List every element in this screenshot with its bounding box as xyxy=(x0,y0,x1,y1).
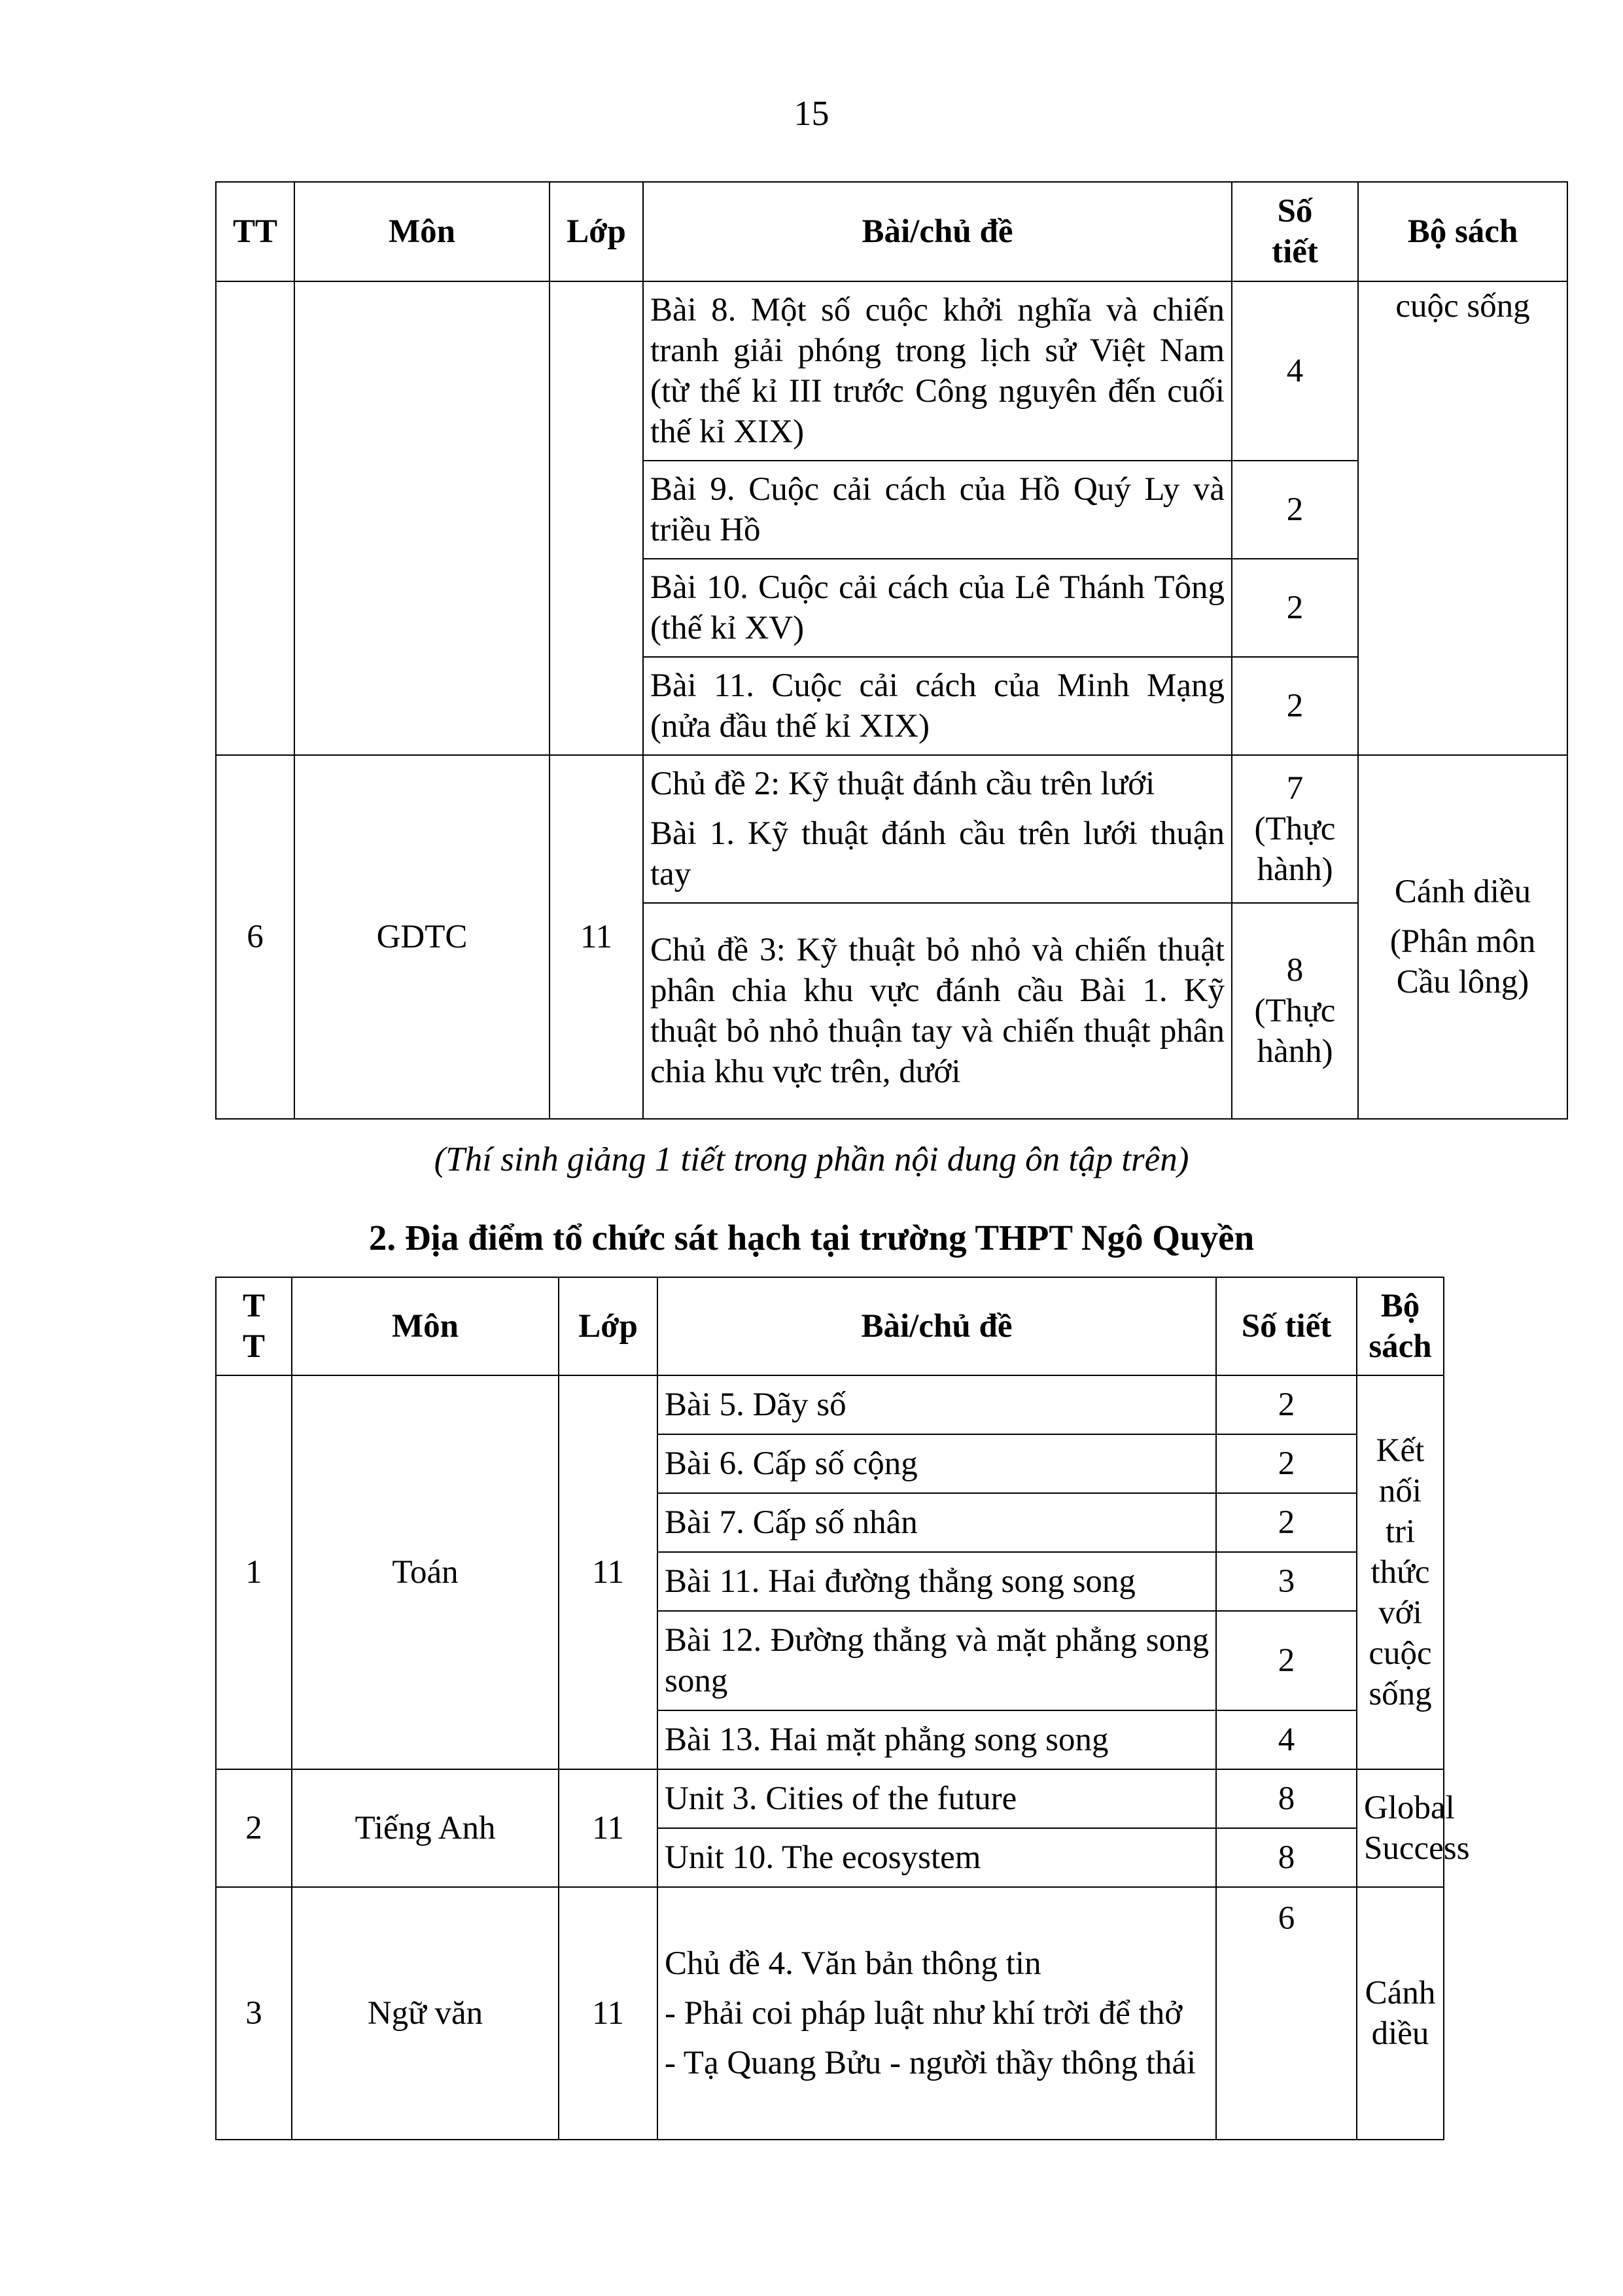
cell-mon: Toán xyxy=(292,1375,559,1769)
cell-tiet: 3 xyxy=(1216,1552,1357,1611)
cell-tiet: 2 xyxy=(1216,1493,1357,1552)
cell-bai: Bài 10. Cuộc cải cách của Lê Thánh Tông (thế kỉ XV) xyxy=(643,559,1232,657)
cell-mon xyxy=(294,281,550,755)
cell-mon: GDTC xyxy=(294,755,550,1119)
cell-tiet: 6 xyxy=(1216,1887,1357,2140)
cell-bai: Unit 10. The ecosystem xyxy=(657,1828,1216,1887)
cell-bai: Bài 9. Cuộc cải cách của Hồ Quý Ly và triều Hồ xyxy=(643,461,1232,559)
tiet-note: (Thực hành) xyxy=(1254,993,1336,1070)
tiet-note: (Thực hành) xyxy=(1254,811,1336,888)
header-bai: Bài/chủ đề xyxy=(643,182,1232,281)
table-row xyxy=(216,281,1567,461)
cell-bai: Bài 11. Hai đường thẳng song song xyxy=(657,1552,1216,1611)
cell-bai: Unit 3. Cities of the future xyxy=(657,1769,1216,1828)
cell-bai: Bài 13. Hai mặt phẳng song song xyxy=(657,1710,1216,1769)
cell-bai: Bài 5. Dãy số xyxy=(657,1375,1216,1434)
header-lop: Lớp xyxy=(559,1277,657,1375)
cell-mon: Tiếng Anh xyxy=(292,1769,559,1887)
cell-book: Global Success xyxy=(1357,1769,1444,1887)
cell-tt: 6 xyxy=(216,755,294,1119)
cell-tiet: 2 xyxy=(1216,1375,1357,1434)
lesson-table-1-body xyxy=(215,181,1568,1120)
cell-tiet: 2 xyxy=(1232,559,1358,657)
cell-mon: Ngữ văn xyxy=(292,1887,559,2140)
tiet-value: 7 xyxy=(1286,770,1304,807)
table-row xyxy=(216,1769,1444,1828)
cell-tiet: 2 xyxy=(1232,657,1358,755)
topic-line: Chủ đề 4. Văn bản thông tin xyxy=(665,1945,1041,1982)
header-sotiet: Số tiết xyxy=(1216,1277,1357,1375)
cell-tt: 2 xyxy=(216,1769,292,1887)
book-note: (Phân môn Cầu lông) xyxy=(1389,923,1536,1000)
cell-bai: Bài 6. Cấp số cộng xyxy=(657,1434,1216,1493)
cell-bai: Bài 8. Một số cuộc khởi nghĩa và chiến tranh giải phóng trong lịch sử Việt Nam (từ thế kỉ III trước Công nguyên đến cuối thế kỉ XIX) xyxy=(643,281,1232,461)
cell-bai xyxy=(643,755,1232,903)
cell-lop: 11 xyxy=(559,1375,657,1769)
header-bosach: Bộ sách xyxy=(1358,182,1567,281)
cell-tt: 1 xyxy=(216,1375,292,1769)
table-row xyxy=(216,755,1567,903)
cell-tiet: 2 xyxy=(1232,461,1358,559)
page-number: 15 xyxy=(794,94,829,133)
cell-tiet xyxy=(1232,755,1358,903)
section-title: 2. Địa điểm tổ chức sát hạch tại trường THPT Ngô Quyền xyxy=(368,1218,1255,1258)
cell-tiet: 4 xyxy=(1216,1710,1357,1769)
cell-bai: Bài 12. Đường thẳng và mặt phẳng song song xyxy=(657,1611,1216,1710)
table-row xyxy=(216,1375,1444,1434)
cell-tiet: 2 xyxy=(1216,1434,1357,1493)
cell-lop: 11 xyxy=(559,1887,657,2140)
cell-book: cuộc sống xyxy=(1358,281,1567,755)
table-header-row xyxy=(216,182,1567,281)
lesson-table-2 xyxy=(215,1277,1470,2140)
cell-tt: 3 xyxy=(216,1887,292,2140)
table-header-row xyxy=(216,1277,1444,1375)
cell-book: Kết nối tri thức với cuộc sống xyxy=(1357,1375,1444,1769)
book-name: Cánh diều xyxy=(1394,874,1531,910)
reading-line: - Tạ Quang Bửu - người thầy thông thái xyxy=(665,2045,1196,2081)
cell-bai xyxy=(657,1887,1216,2140)
cell-tt xyxy=(216,281,294,755)
tiet-value: 8 xyxy=(1286,952,1304,989)
cell-bai: Chủ đề 3: Kỹ thuật bỏ nhỏ và chiến thuật phân chia khu vực đánh cầu Bài 1. Kỹ thuật bỏ nhỏ thuận tay và chiến thuật phân chia khu vực trên, dưới xyxy=(643,903,1232,1119)
cell-tiet: 2 xyxy=(1216,1611,1357,1710)
header-tt: T T xyxy=(216,1277,292,1375)
cell-tiet xyxy=(1232,903,1358,1119)
header-mon: Môn xyxy=(294,182,550,281)
lesson-line: Bài 1. Kỹ thuật đánh cầu trên lưới thuận tay xyxy=(650,815,1225,892)
cell-tiet: 8 xyxy=(1216,1769,1357,1828)
cell-book xyxy=(1358,755,1567,1119)
reading-line: - Phải coi pháp luật như khí trời để thở xyxy=(665,1995,1183,2032)
header-mon: Môn xyxy=(292,1277,559,1375)
cell-bai: Bài 7. Cấp số nhân xyxy=(657,1493,1216,1552)
cell-tiet: 4 xyxy=(1232,281,1358,461)
cell-lop: 11 xyxy=(550,755,643,1119)
topic-line: Chủ đề 2: Kỹ thuật đánh cầu trên lưới xyxy=(650,766,1155,802)
table-row xyxy=(216,1887,1444,2140)
cell-bai: Bài 11. Cuộc cải cách của Minh Mạng (nửa đầu thế kỉ XIX) xyxy=(643,657,1232,755)
note-text: (Thí sinh giảng 1 tiết trong phần nội dung ôn tập trên) xyxy=(434,1140,1189,1178)
cell-lop xyxy=(550,281,643,755)
header-bai: Bài/chủ đề xyxy=(657,1277,1216,1375)
cell-book: Cánh diều xyxy=(1357,1887,1444,2140)
header-bosach: Bộ sách xyxy=(1357,1277,1444,1375)
header-sotiet: Số tiết xyxy=(1232,182,1358,281)
cell-lop: 11 xyxy=(559,1769,657,1887)
header-tt: TT xyxy=(216,182,294,281)
cell-tiet: 8 xyxy=(1216,1828,1357,1887)
header-lop: Lớp xyxy=(550,182,643,281)
